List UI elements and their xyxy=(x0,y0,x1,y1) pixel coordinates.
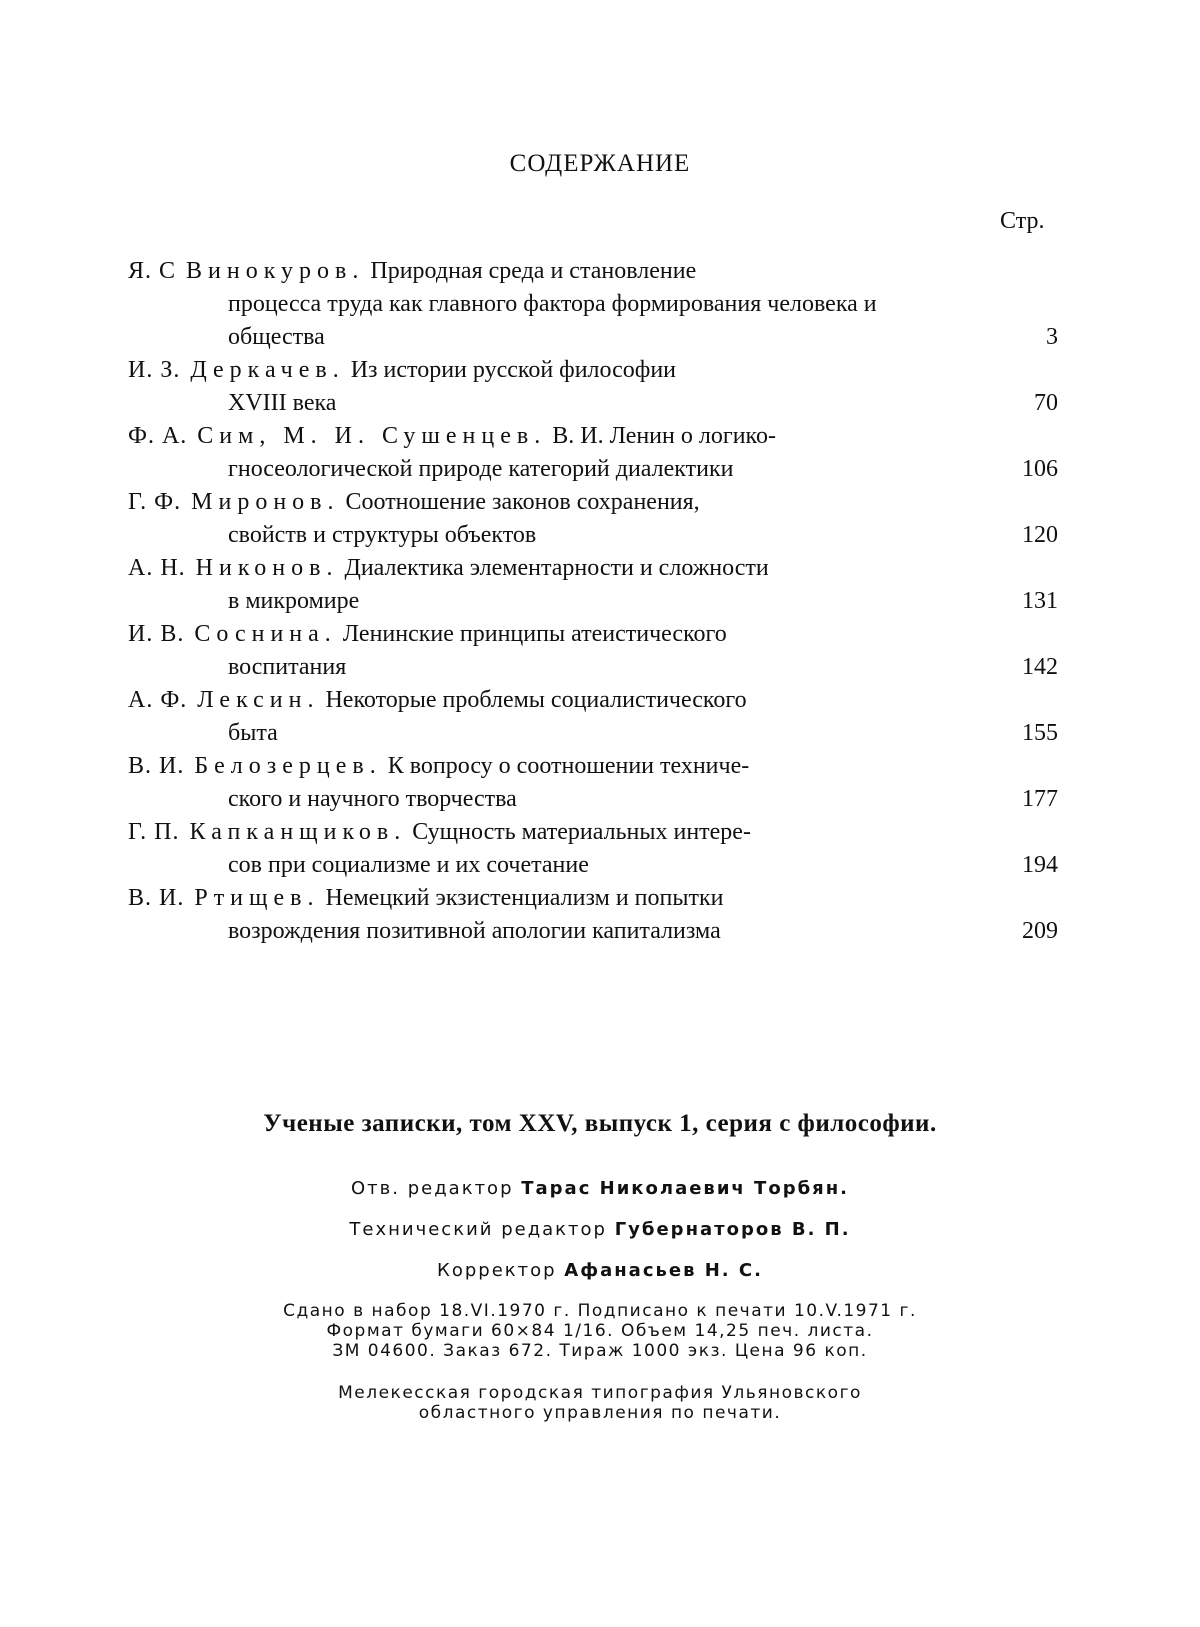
toc-entry xyxy=(128,882,1058,948)
author-initials: И. В. xyxy=(128,621,185,647)
toc-entry xyxy=(128,750,1058,816)
entry-title-continued: воспитания xyxy=(228,654,347,680)
toc-entry xyxy=(128,552,1058,618)
page-number: 177 xyxy=(1022,786,1058,812)
entry-title-continued: возрождения позитивной апологии капитализма xyxy=(228,918,721,944)
entry-title: Соотношение законов сохранения, xyxy=(345,489,700,515)
editor-label: Отв. редактор xyxy=(351,1178,514,1199)
author-name: Винокуров. xyxy=(186,258,365,284)
entry-title: К вопросу о соотношении техниче- xyxy=(387,753,750,779)
entry-title-continued: сов при социализме и их сочетание xyxy=(228,852,589,878)
author-name: Соснина. xyxy=(194,621,337,647)
entry-title: Сущность материальных интере- xyxy=(412,819,751,845)
author-name: Никонов. xyxy=(195,555,339,581)
page-number: 194 xyxy=(1022,852,1058,878)
tech-editor-label: Технический редактор xyxy=(349,1219,607,1240)
author-initials: И. З. xyxy=(128,357,181,383)
entry-title-continued: в микромире xyxy=(228,588,360,614)
author-initials: Ф. А. xyxy=(128,423,188,449)
corrector xyxy=(0,1260,1200,1281)
table-of-contents xyxy=(128,255,1058,948)
entry-title: Диалектика элементарности и сложности xyxy=(344,555,769,581)
tech-editor-name: Губернаторов В. П. xyxy=(614,1219,851,1240)
printing-house-line: Мелекесская городская типография Ульяновского xyxy=(338,1383,862,1403)
toc-entry xyxy=(128,684,1058,750)
author-initials: Г. Ф. xyxy=(128,489,182,515)
technical-editor xyxy=(0,1219,1200,1240)
author-name: Капканщиков. xyxy=(189,819,407,845)
corrector-name: Афанасьев Н. С. xyxy=(564,1260,763,1281)
author-name: Деркачев. xyxy=(190,357,345,383)
imprint-line: Формат бумаги 60×84 1/16. Объем 14,25 печ. листа. xyxy=(326,1321,874,1341)
entry-title-continued: быта xyxy=(228,720,278,746)
author-initials: Г. П. xyxy=(128,819,180,845)
entry-title: В. И. Ленин о логико- xyxy=(552,423,776,449)
entry-title-continued: XVIII века xyxy=(228,390,337,416)
entry-title: Некоторые проблемы социалистического xyxy=(325,687,747,713)
imprint-line: Сдано в набор 18.VI.1970 г. Подписано к печати 10.V.1971 г. xyxy=(283,1301,917,1321)
toc-entry xyxy=(128,255,1058,354)
author-initials: В. И. xyxy=(128,753,185,779)
editor-name: Тарас Николаевич Торбян. xyxy=(521,1178,849,1199)
author-initials: А. Ф. xyxy=(128,687,188,713)
page-number: 3 xyxy=(1046,324,1058,350)
toc-entry xyxy=(128,618,1058,684)
page-number: 209 xyxy=(1022,918,1058,944)
author-initials: Я. С xyxy=(128,258,177,284)
page-number: 106 xyxy=(1022,456,1058,482)
entry-title: Природная среда и становление xyxy=(370,258,697,284)
page-title: СОДЕРЖАНИЕ xyxy=(509,150,691,177)
page-number: 70 xyxy=(1034,390,1058,416)
entry-title-continued: свойств и структуры объектов xyxy=(228,522,537,548)
colophon xyxy=(0,1110,1200,1423)
entry-title: Немецкий экзистенциализм и попытки xyxy=(325,885,724,911)
author-name: Ртищев. xyxy=(194,885,320,911)
responsible-editor xyxy=(0,1178,1200,1199)
entry-title: Из истории русской философии xyxy=(350,357,677,383)
entry-title-continued: гносеологической природе категорий диалектики xyxy=(228,456,734,482)
author-name: Белозерцев. xyxy=(194,753,382,779)
page-number: 155 xyxy=(1022,720,1058,746)
author-initials: В. И. xyxy=(128,885,185,911)
toc-entry xyxy=(128,420,1058,486)
printing-house xyxy=(0,1383,1200,1423)
author-initials: А. Н. xyxy=(128,555,186,581)
author-name: Сим, М. И. Сушенцев. xyxy=(197,423,547,449)
series-title: Ученые записки, том XXV, выпуск 1, серия с философии. xyxy=(263,1110,937,1137)
page-number: 120 xyxy=(1022,522,1058,548)
author-name: Миронов. xyxy=(191,489,340,515)
toc-entry xyxy=(128,486,1058,552)
entry-title: Ленинские принципы атеистического xyxy=(342,621,727,647)
page-number: 142 xyxy=(1022,654,1058,680)
entry-title-continued: ского и научного творчества xyxy=(228,786,517,812)
page-number: 131 xyxy=(1022,588,1058,614)
imprint-line: ЗМ 04600. Заказ 672. Тираж 1000 экз. Цена 96 коп. xyxy=(332,1341,868,1361)
author-name: Лексин. xyxy=(197,687,320,713)
toc-entry xyxy=(128,354,1058,420)
page-column-label: Стр. xyxy=(1000,208,1045,234)
toc-entry xyxy=(128,816,1058,882)
corrector-label: Корректор xyxy=(437,1260,557,1281)
entry-title-continued: процесса труда как главного фактора формирования человека и общества xyxy=(228,291,877,350)
printing-house-line: областного управления по печати. xyxy=(418,1403,782,1423)
